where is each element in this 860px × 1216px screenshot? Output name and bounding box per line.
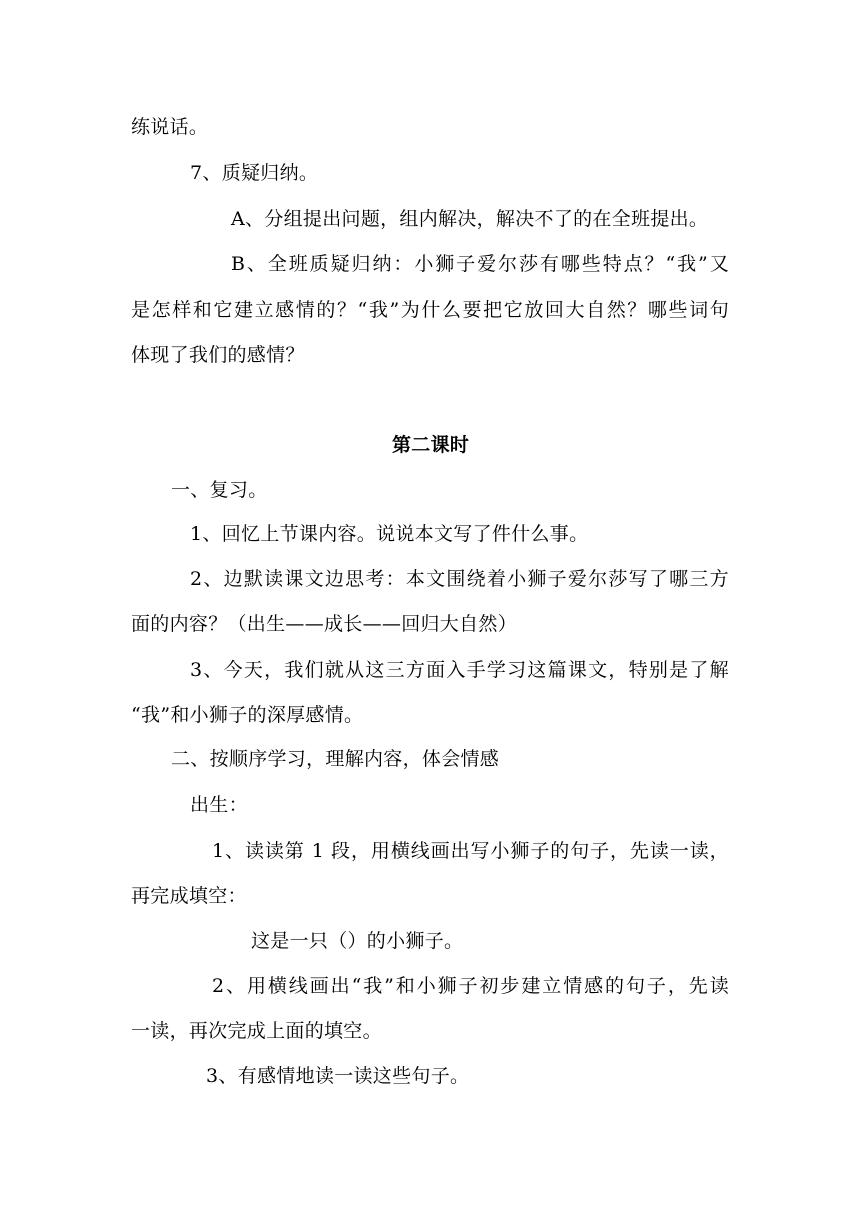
text-line: 7、质疑归纳。 — [190, 162, 319, 184]
text-line: 体现了我们的感情？ — [131, 344, 305, 366]
text-line: 面的内容？（出生——成长——回归大自然） — [131, 613, 518, 635]
text-line: 出生： — [190, 794, 248, 816]
section-title: 第二课时 — [392, 434, 470, 456]
fill-blank-sentence: 这是一只（）的小狮子。 — [251, 930, 464, 952]
text-line: 一读，再次完成上面的填空。 — [131, 1020, 382, 1042]
text-line: 2、边默读课文边思考：本文围绕着小狮子爱尔莎写了哪三方 — [190, 568, 729, 590]
text-line: B、全班质疑归纳：小狮子爱尔莎有哪些特点？“我”又 — [231, 253, 729, 275]
text-line: 再完成填空： — [131, 885, 247, 907]
text-line: 1、回忆上节课内容。说说本文写了件什么事。 — [190, 523, 589, 545]
text-line: 二、按顺序学习，理解内容，体会情感 — [171, 748, 500, 770]
text-line: A、分组提出问题，组内解决，解决不了的在全班提出。 — [231, 208, 709, 230]
text-line: 一、复习。 — [171, 479, 268, 501]
text-line: 2、用横线画出“我”和小狮子初步建立情感的句子，先读 — [212, 975, 729, 997]
text-line: “我”和小狮子的深厚感情。 — [131, 704, 364, 726]
text-line: 3、有感情地读一读这些句子。 — [206, 1065, 470, 1087]
text-line: 是怎样和它建立感情的？“我”为什么要把它放回大自然？哪些词句 — [131, 299, 729, 321]
text-line: 1、读读第 1 段，用横线画出写小狮子的句子，先读一读， — [212, 840, 729, 862]
text-line: 练说话。 — [131, 116, 209, 138]
text-line: 3、今天，我们就从这三方面入手学习这篇课文，特别是了解 — [190, 659, 729, 681]
